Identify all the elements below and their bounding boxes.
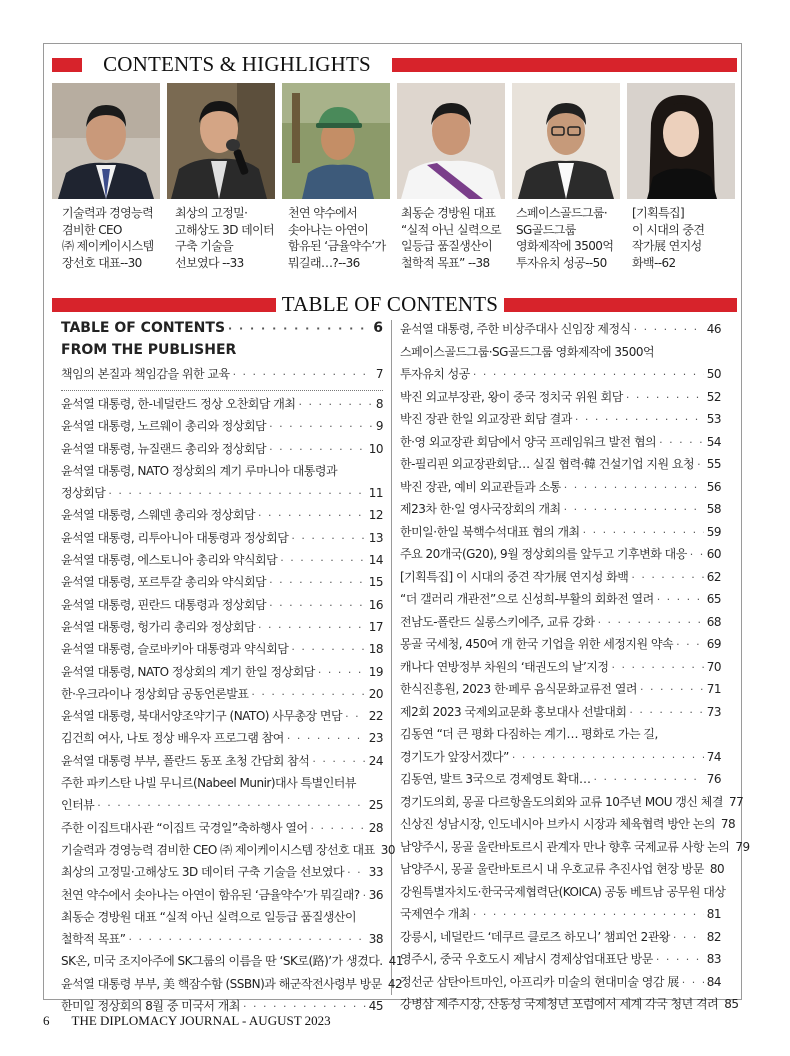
highlight-caption-3	[288, 205, 398, 271]
toc-entry[interactable]	[400, 410, 721, 427]
toc-page-number: 20	[368, 686, 383, 701]
toc-entry-title: 윤석열 대통령, NATO 정상회의 계기 한일 정상회담	[61, 664, 315, 679]
toc-leader-dots	[697, 458, 704, 471]
toc-leader-dots	[473, 368, 704, 381]
toc-page-number: 62	[706, 569, 721, 584]
toc-leader-dots	[659, 436, 704, 449]
toc-leader-dots	[269, 443, 366, 456]
toc-page-number: 24	[368, 753, 383, 768]
toc-leader-dots	[311, 822, 366, 835]
toc-leader-dots	[631, 571, 703, 584]
toc-entry-title[interactable]: 스페이스골드그룹·SG골드그룹 영화제작에 3500억	[400, 344, 655, 359]
toc-entry[interactable]	[61, 707, 383, 724]
toc-banner	[52, 285, 737, 319]
toc-entry[interactable]	[61, 729, 383, 746]
portrait-man-microphone-icon	[167, 83, 275, 199]
toc-leader-dots	[258, 621, 366, 634]
toc-leader-dots	[233, 368, 373, 381]
toc-page-number: 56	[706, 479, 721, 494]
caption-line: 겸비한 CEO	[62, 222, 122, 237]
toc-entry-title: TABLE OF CONTENTS	[61, 320, 226, 336]
toc-page-number: 12	[368, 508, 383, 523]
portrait-man-sash-icon	[397, 83, 505, 199]
toc-leader-dots	[269, 420, 373, 433]
toc-leader-dots	[287, 732, 366, 745]
toc-banner-title: TABLE OF CONTENTS	[278, 289, 502, 319]
toc-page-number: 55	[706, 457, 721, 471]
toc-leader-dots	[673, 931, 704, 944]
toc-page-number: 18	[368, 642, 383, 657]
toc-page-number: 16	[368, 597, 383, 612]
caption-line: 솟아나는 아연이	[288, 222, 369, 237]
toc-page-number: 85	[724, 997, 739, 1011]
toc-entry-title: 윤석열 대통령, 노르웨이 총리와 정상회담	[61, 419, 267, 434]
toc-section-heading	[61, 320, 383, 336]
toc-entry[interactable]	[61, 886, 383, 903]
toc-page-number: 79	[735, 839, 750, 854]
caption-line: 함유된 ‘금율약수’가	[288, 239, 386, 253]
toc-leader-dots	[640, 683, 704, 696]
toc-entry[interactable]	[400, 905, 721, 922]
toc-page-number: 41	[388, 954, 403, 969]
highlights-banner	[52, 45, 737, 79]
toc-entry[interactable]	[400, 703, 721, 720]
toc-page-number: 77	[729, 794, 744, 809]
toc-entry[interactable]	[61, 365, 383, 382]
toc-entry-title: 신상진 성남시장, 인도네시아 브카시 시장과 체육협력 방안 논의	[400, 817, 715, 831]
caption-line: “실적 아닌 실력으로	[401, 222, 501, 237]
toc-entry[interactable]	[400, 590, 721, 607]
toc-entry-title: 경기도의회, 몽골 다르항올도의회와 교류 10주년 MOU 갱신 체결	[400, 794, 723, 809]
toc-entry[interactable]	[61, 484, 383, 501]
toc-entry-title: 윤석열 대통령, 뉴질랜드 총리와 정상회담	[61, 441, 267, 456]
publisher-separator	[61, 390, 383, 391]
toc-leader-dots	[291, 532, 365, 545]
toc-entry[interactable]	[61, 551, 383, 568]
toc-entry-title: 주한 이집트대사관 “이집트 국경일”축하행사 열어	[61, 820, 308, 835]
toc-page-number: 74	[706, 749, 721, 764]
toc-leader-dots	[598, 616, 704, 629]
toc-page-number: 76	[706, 772, 721, 786]
toc-entry-title: 영주시, 중국 우호도시 제남시 경제상업대표단 방문	[400, 952, 653, 966]
toc-leader-dots	[243, 1000, 366, 1013]
toc-entry-title: 윤석열 대통령, 핀란드 대통령과 정상회담	[61, 597, 267, 612]
caption-line: 작가展 연지성	[632, 239, 702, 253]
caption-line: 선보였다 --33	[175, 255, 244, 270]
toc-leader-dots	[347, 866, 366, 879]
toc-entry[interactable]	[400, 568, 721, 585]
caption-line: 장선호 대표--30	[62, 255, 142, 270]
toc-entry-title: 몽골 국세청, 450여 개 한국 기업을 위한 세정지원 약속	[400, 637, 674, 651]
toc-page-number: 59	[706, 524, 721, 539]
toc-entry[interactable]	[61, 529, 383, 546]
toc-page-number: 14	[368, 553, 383, 567]
toc-entry-title[interactable]: 김동연 “더 큰 평화 다짐하는 계기… 평화로 가는 길,	[400, 727, 658, 741]
toc-entry-title: 남양주시, 몽골 울란바토르시 내 우호교류 추진사업 현장 방문	[400, 862, 704, 876]
toc-entry-title: SK온, 미국 조지아주에 SK그룹의 이름을 딴 ‘SK로(路)’가 생겼다.	[61, 954, 383, 969]
toc-entry-title: 윤석열 대통령, 리투아니아 대통령과 정상회담	[61, 530, 289, 545]
toc-page-number: 83	[706, 952, 721, 966]
caption-line: ㈜ 제이케이시스템	[62, 239, 154, 253]
toc-entry-title: 윤석열 대통령, 북대서양조약기구 (NATO) 사무총장 면담	[61, 709, 343, 724]
toc-page-number: 84	[706, 974, 721, 989]
toc-page-number: 33	[368, 865, 383, 880]
toc-entry-title: 윤석열 대통령 부부, 美 핵잠수함 (SSBN)과 해군작전사령부 방문	[61, 976, 382, 991]
toc-page-number: 78	[720, 817, 736, 831]
toc-entry-title: 한미일 정상회의 8월 중 미국서 개최	[61, 999, 240, 1013]
toc-entry-title[interactable]: 강원특별자치도·한국국제협력단(KOICA) 공동 베트남 공무원 대상	[400, 884, 726, 899]
toc-page-number: 17	[368, 619, 383, 634]
toc-leader-dots	[269, 599, 366, 612]
toc-leader-dots	[564, 481, 704, 494]
toc-entry[interactable]	[61, 796, 383, 813]
toc-page-number: 69	[706, 637, 721, 651]
toc-leader-dots	[318, 666, 366, 679]
toc-banner-bar-left	[52, 298, 276, 312]
toc-entry[interactable]	[400, 320, 721, 337]
caption-line: 영화제작에 3500억	[516, 239, 614, 253]
highlight-caption-6	[632, 205, 742, 271]
caption-line: 뭐길래…?--36	[288, 255, 360, 270]
toc-leader-dots	[634, 323, 704, 336]
banner-bar-right	[392, 58, 737, 72]
toc-entry-title[interactable]: 주한 파키스탄 나빌 무니르(Nabeel Munir)대사 특별인터뷰	[61, 776, 356, 790]
caption-line: 스페이스골드그룹·	[516, 206, 608, 220]
toc-entry-title: 캐나다 연방정부 차원의 ‘태권도의 날’지정	[400, 659, 609, 674]
toc-entry[interactable]	[400, 995, 739, 1012]
toc-entry-title: 김동연, 발트 3국으로 경제영토 확대…	[400, 772, 591, 786]
toc-entry-title: 기술력과 경영능력 겸비한 CEO ㈜ 제이케이시스템 장선호 대표	[61, 842, 375, 857]
toc-leader-dots	[575, 413, 704, 426]
toc-entry[interactable]	[400, 635, 721, 652]
toc-leader-dots	[291, 643, 365, 656]
toc-entry-title: 전남도-폴란드 실롱스키에주, 교류 강화	[400, 614, 595, 629]
page-footer	[43, 1013, 331, 1029]
toc-entry-title: 주요 20개국(G20), 9월 정상회의를 앞두고 기후변화 대응	[400, 547, 687, 561]
toc-leader-dots	[97, 799, 365, 812]
portrait-woman-icon	[627, 83, 737, 199]
portrait-man-outdoor-icon	[282, 83, 390, 199]
toc-entry[interactable]	[61, 819, 383, 836]
toc-entry-title: 윤석열 대통령, 에스토니아 총리와 약식회담	[61, 553, 278, 567]
toc-entry-title[interactable]: 윤석열 대통령, NATO 정상회의 계기 루마니아 대통령과	[61, 463, 338, 478]
toc-page-number: 25	[368, 798, 383, 813]
toc-leader-dots	[583, 526, 704, 539]
toc-entry[interactable]	[400, 478, 721, 495]
toc-entry-title: 윤석열 대통령, 슬로바키아 대통령과 약식회담	[61, 642, 289, 657]
toc-entry[interactable]	[61, 640, 383, 657]
toc-entry-title: 한-필리핀 외교장관회담… 실질 협력·韓 건설기업 지원 요청	[400, 457, 695, 471]
toc-leader-dots	[258, 509, 366, 522]
toc-leader-dots	[345, 710, 366, 723]
toc-leader-dots	[251, 688, 365, 701]
caption-line: 최동순 경방원 대표	[401, 206, 496, 220]
toc-leader-dots	[512, 751, 704, 764]
toc-page-number: 60	[706, 547, 721, 561]
toc-page-number: 50	[706, 367, 721, 381]
toc-entry-title: 박진 외교부장관, 왕이 중국 정치국 위원 회담	[400, 389, 623, 404]
toc-leader-dots	[108, 487, 365, 500]
toc-entry-title: FROM THE PUBLISHER	[61, 342, 237, 359]
toc-entry[interactable]	[400, 815, 736, 832]
caption-line: SG골드그룹	[516, 222, 576, 237]
toc-page-number: 73	[706, 704, 721, 719]
toc-entry[interactable]	[400, 500, 721, 517]
toc-page-number: 22	[368, 709, 383, 724]
caption-line: 기술력과 경영능력	[62, 206, 154, 220]
toc-entry[interactable]	[61, 417, 383, 434]
toc-entry[interactable]	[400, 388, 721, 405]
toc-leader-dots	[564, 503, 704, 516]
caption-line: 천연 약수에서	[288, 206, 358, 220]
toc-page-number: 10	[368, 441, 383, 456]
caption-line: 이 시대의 중견	[632, 222, 705, 237]
toc-entry[interactable]	[61, 930, 383, 947]
toc-page-number: 9	[375, 419, 383, 434]
caption-line: [기획특집]	[632, 206, 685, 220]
toc-entry-continuation: 인터뷰	[61, 798, 95, 813]
caption-line: 일등급 품질생산이	[401, 239, 493, 253]
toc-page-number: 7	[375, 366, 383, 381]
toc-page-number: 68	[706, 614, 721, 629]
toc-entry[interactable]	[400, 613, 721, 630]
toc-entry[interactable]	[400, 860, 725, 877]
toc-entry-title: [기획특집] 이 시대의 중견 작가展 연지성 화백	[400, 569, 629, 584]
toc-page-number: 45	[368, 999, 383, 1013]
toc-entry-title: 윤석열 대통령, 헝가리 총리와 정상회담	[61, 619, 256, 634]
toc-leader-dots	[228, 322, 370, 335]
toc-entry[interactable]	[400, 950, 721, 967]
highlight-caption-4	[401, 205, 511, 271]
toc-leader-dots	[611, 661, 703, 674]
toc-banner-bar-right	[504, 298, 737, 312]
toc-entry-title: 강병삼 제주시장, 산동성 국제청년 포럼에서 세계 각국 청년 격려	[400, 997, 719, 1011]
column-divider	[391, 320, 392, 995]
toc-entry-title: “더 갤러리 개관전”으로 신성희-부활의 회화전 열려	[400, 592, 654, 606]
toc-entry-continuation: 철학적 목표”	[61, 932, 126, 947]
highlight-caption-1	[62, 205, 172, 271]
highlight-caption-2	[175, 205, 285, 271]
toc-entry-title: 정선군 삼탄아트마인, 아프리카 미술의 현대미술 영감 展	[400, 974, 679, 989]
toc-entry[interactable]	[61, 863, 383, 880]
toc-leader-dots	[676, 638, 704, 651]
toc-page-number: 11	[368, 486, 383, 501]
toc-entry[interactable]	[61, 685, 383, 702]
caption-line: 화백--62	[632, 255, 676, 270]
toc-leader-dots	[594, 773, 704, 786]
toc-entry[interactable]	[400, 838, 750, 855]
toc-entry[interactable]	[400, 455, 721, 472]
toc-entry-title: 윤석열 대통령, 스웨덴 총리와 정상회담	[61, 508, 256, 523]
toc-entry-title: 한미일·한일 북핵수석대표 협의 개최	[400, 524, 580, 539]
toc-entry-title: 천연 약수에서 솟아나는 아연이 함유된 ‘금율약수’가 뭐길래?	[61, 887, 360, 902]
toc-entry-continuation: 경기도가 앞장서겠다”	[400, 749, 509, 764]
toc-entry-title: 박진 장관, 예비 외교관들과 소통	[400, 479, 561, 494]
toc-leader-dots	[129, 933, 366, 946]
toc-entry[interactable]	[400, 770, 721, 787]
portrait-man-glasses-icon	[512, 83, 620, 199]
toc-page-number: 42	[387, 976, 403, 991]
toc-page-number: 54	[706, 434, 721, 449]
toc-page-number: 46	[706, 322, 721, 336]
toc-page-number: 15	[368, 575, 383, 590]
toc-entry[interactable]	[61, 752, 383, 769]
toc-page-number: 80	[709, 862, 725, 876]
toc-entry-continuation: 정상회담	[61, 486, 106, 501]
toc-page-number: 8	[375, 396, 383, 411]
toc-entry[interactable]	[61, 997, 383, 1014]
toc-leader-dots	[690, 548, 704, 561]
toc-section-heading	[61, 342, 383, 358]
toc-page-number: 28	[368, 820, 383, 835]
toc-page-number: 30	[380, 842, 396, 857]
banner-bar-left	[52, 58, 82, 72]
toc-leader-dots	[682, 976, 704, 989]
toc-entry[interactable]	[61, 596, 383, 613]
toc-entry[interactable]	[61, 440, 383, 457]
highlight-photos	[52, 83, 737, 199]
toc-entry[interactable]	[61, 506, 383, 523]
toc-entry-title: 한·영 외교장관 회담에서 양국 프레임워크 발전 협의	[400, 434, 657, 449]
toc-entry-title: 윤석열 대통령, 주한 비상주대사 신임장 제정식	[400, 322, 631, 336]
toc-entry-continuation: 국제연수 개최	[400, 907, 470, 921]
toc-entry[interactable]	[400, 523, 721, 540]
toc-leader-dots	[280, 554, 365, 567]
toc-page-number: 58	[706, 502, 721, 516]
toc-entry-title: 최상의 고정밀·고해상도 3D 데이터 구축 기술을 선보였다	[61, 865, 345, 880]
toc-entry-title: 제23차 한·일 영사국장회의 개최	[400, 502, 561, 516]
toc-entry[interactable]	[400, 793, 744, 810]
highlight-caption-5	[516, 205, 626, 271]
toc-entry[interactable]	[400, 545, 721, 562]
toc-entry[interactable]	[400, 928, 721, 945]
toc-entry[interactable]	[61, 663, 383, 680]
toc-entry-continuation: 투자유치 성공	[400, 367, 470, 381]
toc-leader-dots	[656, 953, 704, 966]
caption-line: 구축 기술을	[175, 239, 234, 253]
portrait-man-suit-icon	[52, 83, 160, 199]
toc-leader-dots	[269, 576, 366, 589]
toc-entry[interactable]	[61, 573, 383, 590]
toc-entry[interactable]	[61, 841, 396, 858]
toc-leader-dots	[298, 398, 372, 411]
toc-entry-title: 한·우크라이나 정상회담 공동언론발표	[61, 686, 249, 701]
toc-entry[interactable]	[400, 680, 721, 697]
toc-page-number: 82	[706, 929, 721, 944]
toc-entry[interactable]	[400, 658, 721, 675]
toc-entry-title: 윤석열 대통령 부부, 폴란드 동포 초청 간담회 참석	[61, 753, 310, 768]
toc-leader-dots	[363, 889, 366, 902]
toc-leader-dots	[473, 908, 704, 921]
toc-entry-title: 강릉시, 네덜란드 ‘데쿠르 클로즈 하모니’ 챔피언 2관왕	[400, 929, 670, 944]
toc-entry[interactable]	[400, 973, 721, 990]
toc-entry-title: 한식진흥원, 2023 한·페루 음식문화교류전 열려	[400, 682, 637, 696]
toc-entry-title: 윤석열 대통령, 포르투갈 총리와 약식회담	[61, 575, 267, 590]
toc-page-number: 81	[706, 907, 721, 921]
toc-entry[interactable]	[61, 395, 383, 412]
caption-line: 최상의 고정밀·	[175, 206, 248, 220]
toc-page-number: 36	[368, 887, 383, 902]
toc-entry-title: 남양주시, 몽골 울란바토르시 관계자 만나 향후 국제교류 사항 논의	[400, 839, 730, 854]
toc-page-number: 19	[368, 664, 383, 679]
toc-page-number: 65	[706, 592, 721, 606]
highlights-title: CONTENTS & HIGHLIGHTS	[84, 49, 390, 79]
toc-entry[interactable]	[61, 975, 403, 992]
toc-entry[interactable]	[400, 433, 721, 450]
toc-entry-title[interactable]: 최동순 경방원 대표 “실적 아닌 실력으로 일등급 품질생산이	[61, 909, 357, 924]
caption-line: 투자유치 성공--50	[516, 255, 607, 270]
toc-entry[interactable]	[400, 748, 721, 765]
toc-leader-dots	[312, 755, 365, 768]
toc-entry-title: 윤석열 대통령, 한-네덜란드 정상 오찬회담 개최	[61, 396, 296, 411]
toc-page-number: 53	[706, 412, 721, 426]
toc-entry-title: 김건희 여사, 나토 정상 배우자 프로그램 참여	[61, 731, 284, 746]
toc-entry[interactable]	[400, 365, 721, 382]
toc-page-number: 23	[368, 731, 383, 746]
toc-leader-dots	[629, 706, 703, 719]
toc-entry-title: 제2회 2023 국제외교문화 홍보대사 선발대회	[400, 704, 627, 719]
toc-entry[interactable]	[61, 952, 403, 969]
footer-page-number: 6	[43, 1013, 50, 1028]
toc-entry[interactable]	[61, 618, 383, 635]
footer-journal-name: THE DIPLOMACY JOURNAL - AUGUST 2023	[71, 1013, 331, 1028]
toc-page-number: 6	[373, 320, 383, 336]
toc-page-number: 13	[368, 530, 383, 545]
toc-page-number: 71	[706, 682, 721, 696]
toc-page-number: 38	[368, 932, 383, 947]
toc-entry-title: 책임의 본질과 책임감을 위한 교육	[61, 366, 230, 381]
toc-entry-title: 박진 장관 한일 외교장관 회담 결과	[400, 412, 572, 426]
toc-page-number: 52	[706, 389, 721, 404]
caption-line: 철학적 목표” --38	[401, 255, 490, 270]
toc-leader-dots	[657, 593, 704, 606]
caption-line: 고해상도 3D 데이터	[175, 222, 275, 237]
toc-leader-dots	[626, 391, 704, 404]
toc-page-number: 70	[706, 659, 721, 674]
